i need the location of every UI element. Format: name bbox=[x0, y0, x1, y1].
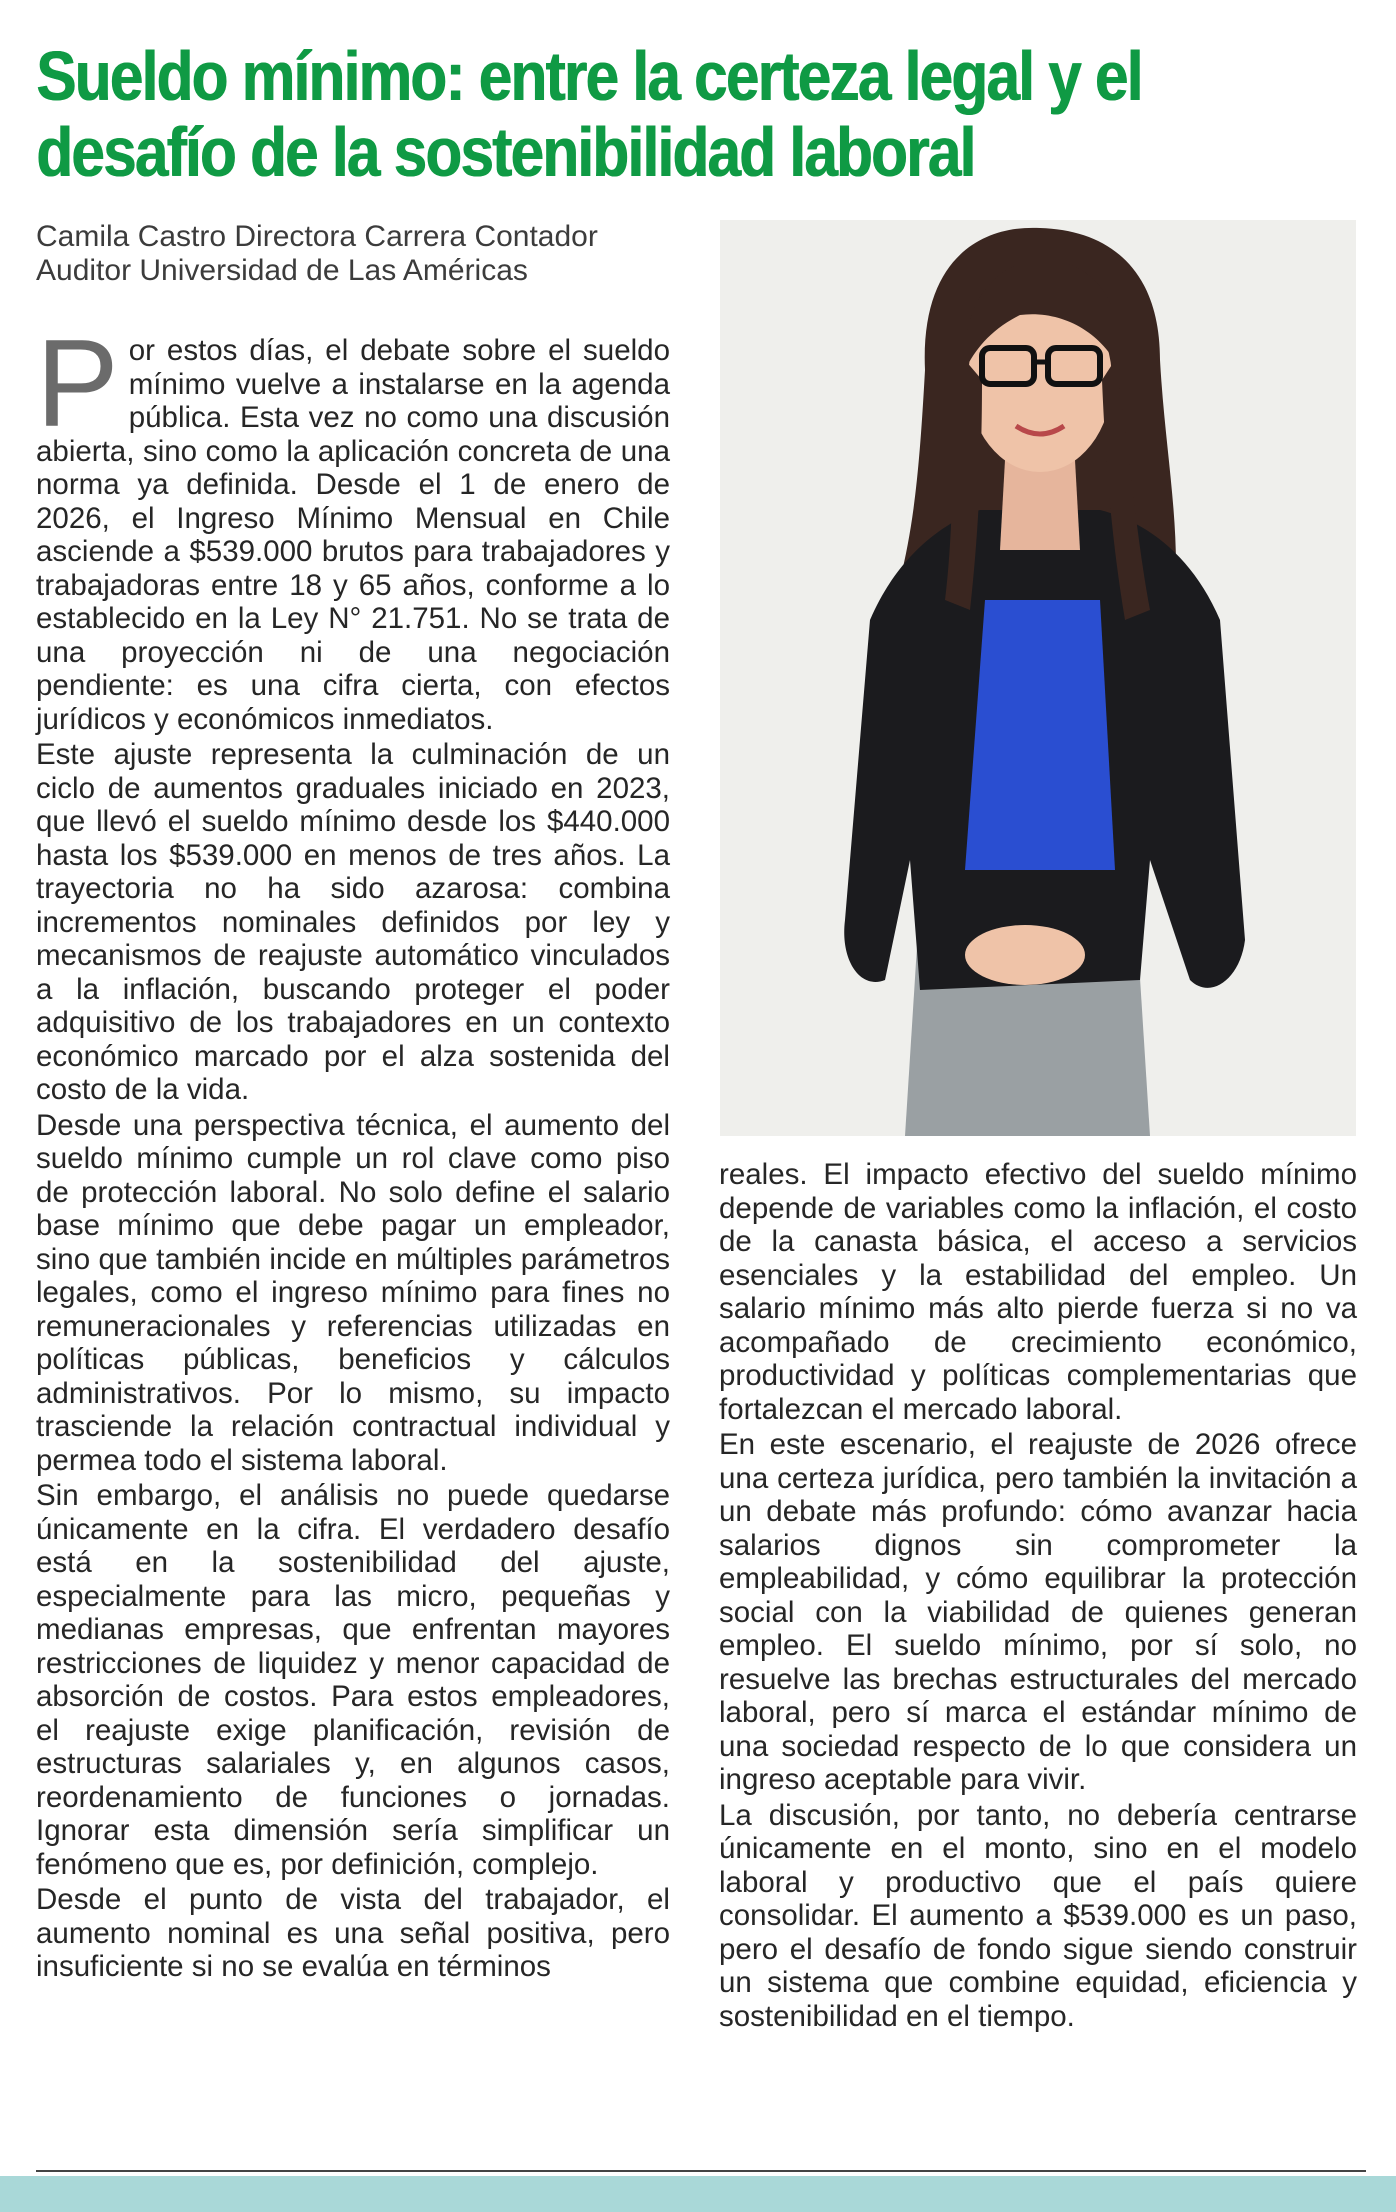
paragraph-5-end: reales. El impacto efectivo del sueldo mínimo depende de variables como la inflación, el costo de la canasta básica, el acceso a servicios esenciales y la estabilidad del empleo. Un salario mínimo más alto pierde fuerza si no va acompañado de crecimiento económico, productividad y políticas complementarias que fortalezcan el mercado laboral. bbox=[719, 1158, 1357, 1426]
paragraph-6: En este escenario, el reajuste de 2026 ofrece una certeza jurídica, pero también la invitación a un debate más profundo: cómo avanzar hacia salarios dignos sin comprometer la empleabilidad, y cómo equilibrar la protección social con la viabilidad de quienes generan empleo. El sueldo mínimo, por sí solo, no resuelve las brechas estructurales del mercado laboral, pero sí marca el estándar mínimo de una sociedad respecto de lo que considera un ingreso aceptable para vivir. bbox=[719, 1428, 1357, 1796]
article-column-right bbox=[719, 1158, 1357, 2035]
paragraph-2: Este ajuste representa la culminación de un ciclo de aumentos graduales iniciado en 2023, que llevó el sueldo mínimo desde los $440.000 hasta los $539.000 en menos de tres años. La trayectoria no ha sido azarosa: combina incrementos nominales definidos por ley y mecanismos de reajuste automático vinculados a la inflación, buscando proteger el poder adquisitivo de los trabajadores en un contexto económico marcado por el alza sostenida del costo de la vida. bbox=[36, 738, 670, 1106]
paragraph-3: Desde una perspectiva técnica, el aumento del sueldo mínimo cumple un rol clave como piso de protección laboral. No solo define el salario base mínimo que debe pagar un empleador, sino que también incide en múltiples parámetros legales, como el ingreso mínimo para fines no remuneracionales y referencias utilizadas en políticas públicas, beneficios y cálculos administrativos. Por lo mismo, su impacto trasciende la relación contractual individual y permea todo el sistema laboral. bbox=[36, 1108, 670, 1477]
paragraph-4: Sin embargo, el análisis no puede quedarse únicamente en la cifra. El verdadero desafío está en la sostenibilidad del ajuste, especialmente para las micro, pequeñas y medianas empresas, que enfrentan mayores restricciones de liquidez y menor capacidad de absorción de costos. Para estos empleadores, el reajuste exige planificación, revisión de estructuras salariales y, en algunos casos, reordenamiento de funciones o jornadas. Ignorar esta dimensión sería simplificar un fenómeno que es, por definición, complejo. bbox=[36, 1479, 670, 1881]
portrait-illustration bbox=[720, 220, 1356, 1136]
footer-band bbox=[0, 2176, 1396, 2212]
drop-cap: P bbox=[36, 315, 119, 453]
article-headline: Sueldo mínimo: entre la certeza legal y el desafío de la sostenibilidad laboral bbox=[36, 37, 1142, 191]
author-portrait-photo bbox=[720, 220, 1356, 1136]
paragraph-5-start: Desde el punto de vista del trabajador, el aumento nominal es una señal positiva, pero insuficiente si no se evalúa en términos bbox=[36, 1883, 670, 1983]
bottom-rule bbox=[36, 2170, 1366, 2172]
article-column-left bbox=[36, 315, 670, 1986]
paragraph-7: La discusión, por tanto, no debería centrarse únicamente en el monto, sino en el modelo laboral y productivo que el país quiere consolidar. El aumento a $539.000 es un paso, pero el desafío de fondo sigue siendo construir un sistema que combine equidad, eficiencia y sostenibilidad en el tiempo. bbox=[719, 1798, 1357, 2033]
paragraph-1-text: or estos días, el debate sobre el sueldo mínimo vuelve a instalarse en la agenda pública. Esta vez no como una discusión abierta, sino como la aplicación concreta de una norma ya definida. Desde el 1 de enero de 2026, el Ingreso Mínimo Mensual en Chile asciende a $539.000 brutos para trabajadores y trabajadoras entre 18 y 65 años, conforme a lo establecido en la Ley N° 21.751. No se trata de una proyección ni de una negociación pendiente: es una cifra cierta, con efectos jurídicos y económicos inmediatos. bbox=[36, 334, 670, 736]
paragraph-1 bbox=[36, 315, 670, 736]
author-byline: Camila Castro Directora Carrera Contador Auditor Universidad de Las Américas bbox=[36, 220, 598, 287]
